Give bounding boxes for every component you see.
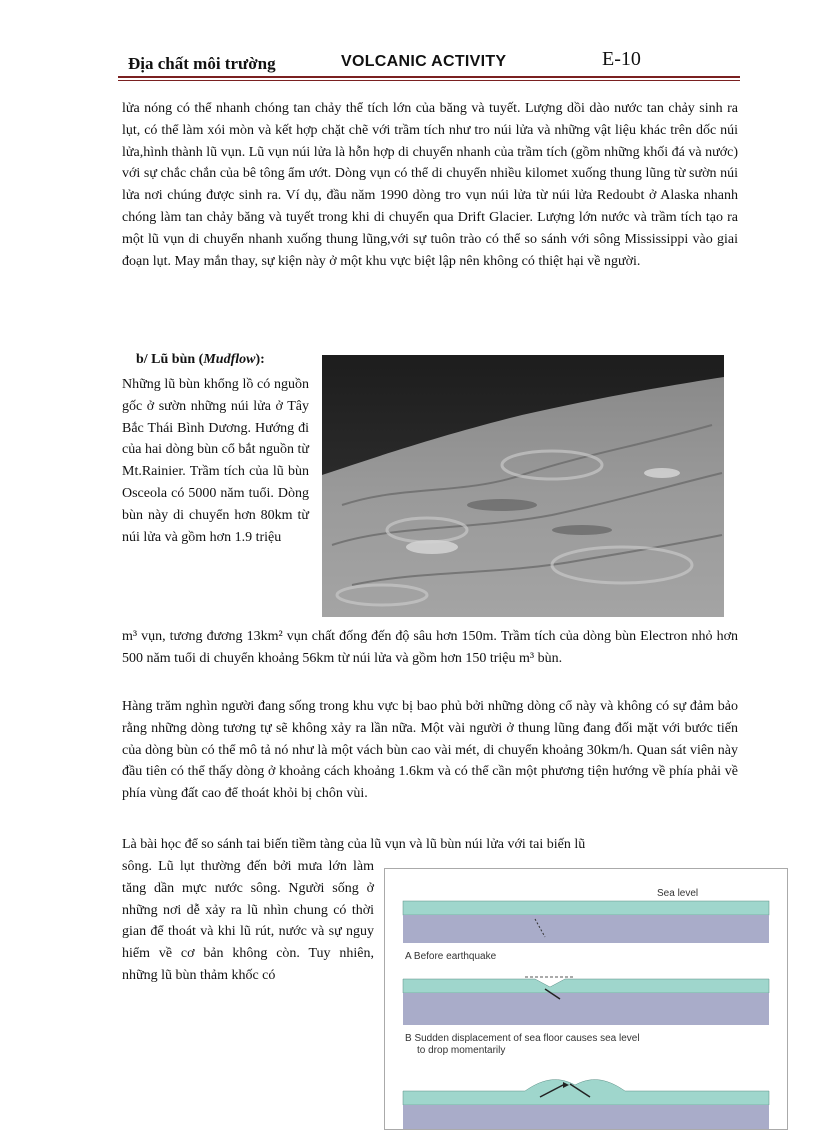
intro-paragraph: lửa nóng có thể nhanh chóng tan chảy thể tích lớn của băng và tuyết. Lượng dồi dào nước tan chảy sinh ra lụt, có thể làm xói mòn và kết hợp chặt chẽ với trầm tích như tro núi lửa và những vật liệu khác trên dốc núi lửa,hình thành lũ vụn. Lũ vụn núi lửa là hỗn hợp di chuyển nhanh của trầm tích (gồm những khối đá và nước) với sự chắc chắn của bê tông ẩm ướt. Dòng vụn có thể di chuyển nhiều kilomet xuống thung lũng từ sườn núi lửa nơi chúng được sinh ra. Ví dụ, đầu năm 1990 dòng tro vụn núi lửa từ núi lửa Redoubt ở Alaska nhanh chóng làm tan chảy băng và tuyết trong khi di chuyển qua Drift Glacier. Lượng lớn nước và trầm tích tạo ra một lũ vụn di chuyển nhanh xuống thung lũng,với sự tuôn trào có thể so sánh với sông Mississippi vào giai đoạn lụt. May mắn thay, sự kiện này ở một khu vực biệt lập nên không có thiệt hại về người.	[122, 101, 738, 269]
header-course-title: Địa chất môi trường	[128, 54, 276, 73]
mudflow-heading	[136, 352, 265, 368]
header-rule-thin	[118, 80, 740, 81]
header-rule-thick	[118, 76, 740, 78]
caption-b-line2: to drop momentarily	[417, 1045, 506, 1056]
page-header	[128, 48, 738, 78]
mudflow-heading-term: Mudflow	[203, 352, 256, 367]
earthquake-diagram-figure	[385, 869, 787, 1129]
mudflow-heading-prefix: b/ Lũ bùn (	[136, 352, 204, 367]
earthquake-diagram	[384, 868, 788, 1130]
lesson-side-paragraph: sông. Lũ lụt thường đến bởi mưa lớn làm tăng dần mực nước sông. Người sống ở những nơi dễ xảy ra lũ nhìn chung có thời gian để thoát và khi lũ rút, nước và sự nguy hiểm về cơ bản không còn. Tuy nhiên, những lũ bùn thảm khốc có	[122, 859, 374, 983]
people-paragraph: Hàng trăm nghìn người đang sống trong khu vực bị bao phủ bởi những dòng cổ này và không có sự đảm bảo rằng những dòng tương tự sẽ không xảy ra lần nữa. Một vài người ở thung lũng đang đối mặt với bước tiến của dòng bùn có thể mô tả nó như là một vách bùn cao vài mét, di chuyển khoảng 30km/h. Quan sát viên này đầu tiên có thể thấy dòng ở khoảng cách khoảng 1.6km và có thể cần một phương tiện hướng về phía phải về phía vùng đất cao để thoát khỏi bị chôn vùi.	[122, 699, 738, 802]
caption-a: A Before earthquake	[405, 951, 497, 962]
caption-b-line1: B Sudden displacement of sea floor causes sea level	[405, 1033, 640, 1044]
mudflow-continuation: m³ vụn, tương đương 13km² vụn chất đống đến độ sâu hơn 150m. Trầm tích của dòng bùn Electron nhỏ hơn 500 năm tuổi di chuyển khoảng 56km từ núi lửa và gồm hơn 150 triệu m³ bùn.	[122, 629, 738, 666]
lesson-paragraph: Là bài học để so sánh tai biến tiềm tàng của lũ vụn và lũ bùn núi lửa với tai biến lũ	[122, 837, 586, 852]
header-page-code: E-10	[602, 48, 641, 70]
label-sea-level: Sea level	[657, 888, 699, 899]
mudflow-photo	[322, 355, 724, 617]
mudflow-side-paragraph: Những lũ bùn khổng lồ có nguồn gốc ở sườn những núi lửa ở Tây Bắc Thái Bình Dương. Hướng đi của hai dòng bùn cổ bắt nguồn từ Mt.Rainier. Trầm tích của lũ bùn Osceola có 5000 năm tuổi. Dòng bùn này di chuyển hơn 80km từ núi lửa và gồm hơn 1.9 triệu	[122, 377, 309, 545]
header-chapter-title: VOLCANIC ACTIVITY	[341, 53, 507, 70]
mudflow-heading-suffix: ):	[255, 352, 265, 367]
